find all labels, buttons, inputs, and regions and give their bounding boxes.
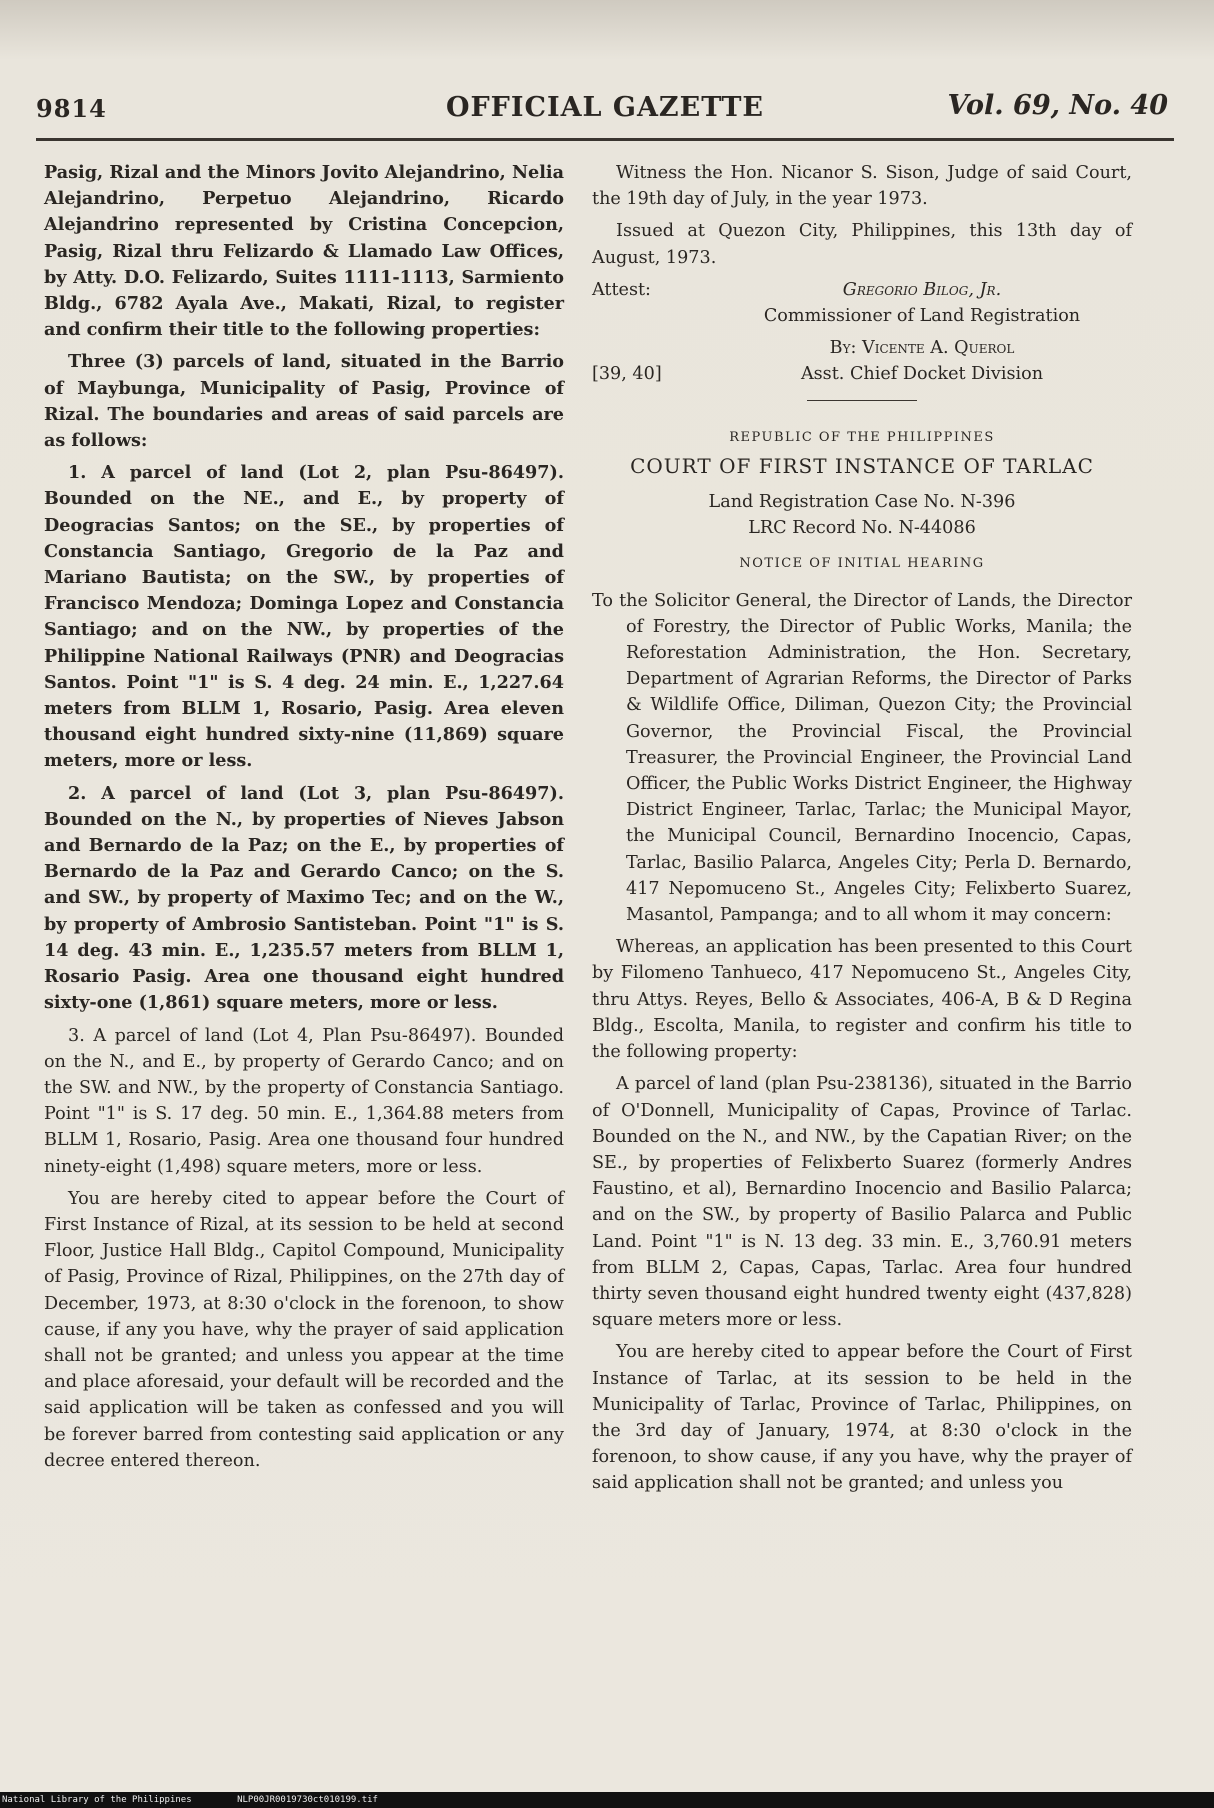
by-title: Asst. Chief Docket Division (800, 364, 1044, 385)
republic-heading: REPUBLIC OF THE PHILIPPINES (729, 429, 995, 445)
left-column (44, 160, 564, 1480)
header-rule (36, 138, 1174, 141)
page-number: 9814 (36, 94, 107, 123)
by-block (592, 335, 1132, 387)
volume-number: Vol. 69, No. 40 (947, 90, 1168, 121)
court-heading: COURT OF FIRST INSTANCE OF TARLAC (630, 453, 1094, 478)
citation-paragraph-tarlac: You are hereby cited to appear before the Court of First Instance of Tarlac, at its session to be held in the Municipality of Tarlac, Province of Tarlac, Philippines, on the 3rd day of January, 1974, at 8:30 o'clock in the forenoon, to show cause, if any you have, why the prayer of said application shall not be granted; and unless you (592, 1342, 1132, 1494)
record-number: LRC Record No. N-44086 (748, 518, 976, 539)
issued-paragraph: Issued at Quezon City, Philippines, this 13th day of August, 1973. (592, 221, 1132, 268)
signer-name: Gregorio Bilog, Jr. (842, 279, 1002, 300)
attest-label: Attest: (592, 279, 651, 300)
applicants-paragraph: Pasig, Rizal and the Minors Jovito Alejandrino, Nelia Alejandrino, Perpetuo Alejandrino, Ricardo Alejandrino represented by Cristina Concepcion, Pasig, Rizal thru Felizardo & Llamado Law Offices, by Atty. D.O. Felizardo, Suites 1111-1113, Sarmiento Bldg., 6782 Ayala Ave., Makati, Rizal, to register and confirm their title to the following properties: (44, 162, 564, 341)
addressees-paragraph: To the Solicitor General, the Director of Lands, the Director of Forestry, the Director of Public Works, Manila; the Reforestation Administration, the Hon. Secretary, Department of Agrarian Reforms, the Director of Parks & Wildlife Office, Diliman, Quezon City; the Provincial Governor, the Provincial Fiscal, the Provincial Treasurer, the Provincial Engineer, the Provincial Land Officer, the Public Works District Engineer, the Highway District Engineer, Tarlac, Tarlac; the Municipal Mayor, the Municipal Council, Bernardino Inocencio, Capas, Tarlac, Basilio Palarca, Angeles City; Perla D. Bernardo, 417 Nepomuceno St., Angeles City; Felixberto Suarez, Masantol, Pampanga; and to all whom it may concern: (592, 590, 1132, 926)
citation-paragraph: You are hereby cited to appear before the Court of First Instance of Rizal, at its session to be held at second Floor, Justice Hall Bldg., Capitol Compound, Municipality of Pasig, Province of Rizal, Philippines, on the 27th day of December, 1973, at 8:30 o'clock in the forenoon, to show cause, if any you have, why the prayer of said application shall not be granted; and unless you appear at the time and place aforesaid, your default will be recorded and the said application will be taken as confessed and you will be forever barred from contesting said application or any decree entered thereon. (44, 1188, 564, 1471)
signer-title: Commissioner of Land Registration (763, 306, 1081, 327)
notice-heading: NOTICE OF INITIAL HEARING (739, 556, 985, 572)
page-header (36, 88, 1174, 128)
parcel-2-paragraph: 2. A parcel of land (Lot 3, plan Psu-86497). Bounded on the N., by properties of Nieves Jabson and Bernardo de la Paz; on the E., by properties of Bernardo de la Paz and Gerardo Canco; on the S. and SW., by property of Maximo Tec; and on the W., by property of Ambrosio Santisteban. Point "1" is S. 14 deg. 43 min. E., 1,235.57 meters from BLLM 1, Rosario Pasig. Area one thousand eight hundred sixty-one (1,861) square meters, more or less. (44, 782, 564, 1014)
whereas-paragraph: Whereas, an application has been presented to this Court by Filomeno Tanhueco, 417 Nepomuceno St., Angeles City, thru Attys. Reyes, Bello & Associates, 406-A, B & D Regina Bldg., Escolta, Manila, to register and confirm his title to the following property: (592, 937, 1132, 1063)
attest-block (592, 277, 1132, 329)
witness-paragraph: Witness the Hon. Nicanor S. Sison, Judge of said Court, the 19th day of July, in the year 1973. (592, 163, 1132, 210)
case-number: Land Registration Case No. N-396 (708, 492, 1016, 513)
reference-number: [39, 40] (592, 364, 662, 385)
parcel-1-paragraph: 1. A parcel of land (Lot 2, plan Psu-86497). Bounded on the NE., and E., by property of Deogracias Santos; on the SE., by properties of Constancia Santiago, Gregorio de la Paz and Mariano Bautista; on the SW., by properties of Francisco Mendoza; Dominga Lopez and Constancia Santiago; and on the NW., by properties of the Philippine National Railways (PNR) and Deogracias Santos. Point "1" is S. 4 deg. 24 min. E., 1,227.64 meters from BLLM 1, Rosario, Pasig. Area eleven thousand eight hundred sixty-nine (11,869) square meters, more or less. (44, 462, 564, 772)
parcels-intro-paragraph: Three (3) parcels of land, situated in the Barrio of Maybunga, Municipality of Pasig, Province of Rizal. The boundaries and areas of said parcels are as follows: (44, 351, 564, 452)
publication-title: OFFICIAL GAZETTE (445, 92, 765, 123)
footer-library: National Library of the Philippines (2, 1795, 192, 1805)
section-divider (807, 400, 917, 401)
scan-footer (0, 1792, 1214, 1808)
footer-filename: NLP00JR0019730ct010199.tif (237, 1795, 378, 1805)
right-column (592, 160, 1132, 1503)
by-line: By: Vicente A. Querol (829, 338, 1015, 359)
parcel-paragraph: A parcel of land (plan Psu-238136), situated in the Barrio of O'Donnell, Municipality of Capas, Province of Tarlac. Bounded on the N., and NW., by the Capatian River; on the SE., by properties of Felixberto Suarez (formerly Andres Faustino, et al), Bernardino Inocencio and Basilio Palarca; and on the SW., by property of Basilio Palarca and Public Land. Point "1" is N. 13 deg. 33 min. E., 3,760.91 meters from BLLM 2, Capas, Capas, Tarlac. Area four hundred thirty seven thousand eight hundred twenty eight (437,828) square meters more or less. (592, 1074, 1132, 1331)
parcel-3-paragraph: 3. A parcel of land (Lot 4, Plan Psu-86497). Bounded on the N., and E., by property of Gerardo Canco; and on the SW. and NW., by the property of Constancia Santiago. Point "1" is S. 17 deg. 50 min. E., 1,364.88 meters from BLLM 1, Rosario, Pasig. Area one thousand four hundred ninety-eight (1,498) square meters, more or less. (44, 1025, 564, 1177)
